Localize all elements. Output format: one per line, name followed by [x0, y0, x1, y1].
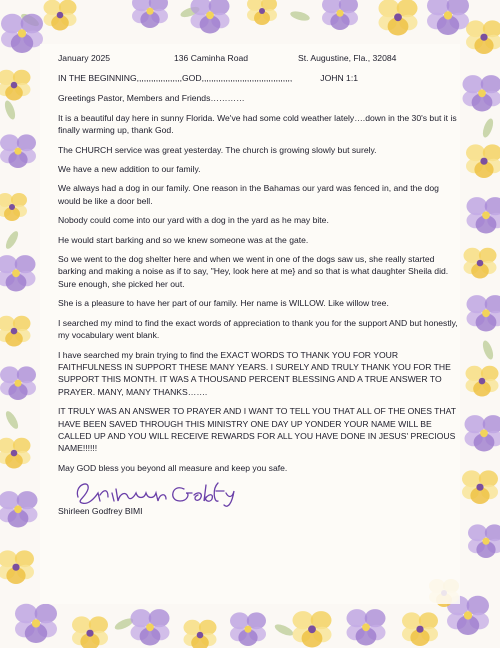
letter-header	[58, 52, 458, 66]
greeting: Greetings Pastor, Members and Friends…………	[58, 93, 245, 104]
scripture-line	[58, 72, 358, 84]
letter-date: January 2025	[58, 53, 111, 63]
paragraph-shelter: So we went to the dog shelter here and when we went in one of the dogs saw us, she really started barking and making a noise as if to say, "Hey, look here at me} and so that is what daughter Sheila did. Sure enough, she picked her out.	[58, 254, 449, 289]
paragraph-barking: He would start barking and so we knew someone was at the gate.	[58, 234, 309, 245]
letter-body	[58, 52, 458, 518]
paragraph-answer-to-prayer: IT TRULY WAS AN ANSWER TO PRAYER AND I WANT TO TELL YOU THAT ALL OF THE ONES THAT HAVE BEEN SAVED THROUGH THIS MINISTRY ONE DAY UP YONDER YOUR NAME WILL BE CALLED UP AND YOU WILL RECEIVE REWARDS FOR ALL YOU HAVE DONE IN JESUS' PRECIOUS NAME!!!!!!	[58, 406, 456, 454]
sender-city: St. Augustine, Fla., 32084	[298, 53, 397, 63]
paragraph-church: The CHURCH service was great yesterday. The church is growing slowly but surely.	[58, 144, 377, 155]
paragraph-appreciation: I searched my mind to find the exact words of appreciation to thank you for the support AND but honestly, my vocabulary went blank.	[58, 317, 458, 341]
handwritten-signature	[72, 475, 272, 509]
paragraph-willow: She is a pleasure to have her part of our family. Her name is WILLOW. Like willow tree.	[58, 298, 389, 309]
paragraph-new-addition: We have a new addition to our family.	[58, 164, 201, 175]
closing-blessing: May GOD bless you beyond all measure and keep you safe.	[58, 462, 288, 473]
scripture-reference: JOHN 1:1	[320, 73, 358, 83]
scripture-text: IN THE BEGINNING,,,,,,,,,,,,,,,,,,,GOD,,,,,,,,,,,,,,,,,,,,,,,,,,,,,,,,,,,,,,	[58, 73, 293, 83]
sender-street: 136 Caminha Road	[174, 53, 249, 63]
paragraph-dog-history: We always had a dog in our family. One reason in the Bahamas our yard was fenced in, and the dog would be like a door bell.	[58, 183, 439, 206]
paragraph-thanks: I have searched my brain trying to find the EXACT WORDS TO THANK YOU FOR YOUR FAITHFULNESS IN SUPPORT THESE MANY YEARS. I SURELY AND TRULY THANK YOU FOR THE SUPPORT THIS MONTH. IT WAS A THOUSAND PERCENT BLESSING AND A TRUE ANSWER TO PRAYER. MANY, MANY THANKS…….	[58, 349, 451, 397]
paragraph-weather: It is a beautiful day here in sunny Florida. We've had some cold weather lately….down in the 30's but it is finally warming up, thank God.	[58, 112, 457, 136]
paragraph-yard: Nobody could come into our yard with a dog in the yard as he may bite.	[58, 215, 329, 226]
signer-name: Shirleen Godfrey BIMI	[58, 506, 143, 517]
